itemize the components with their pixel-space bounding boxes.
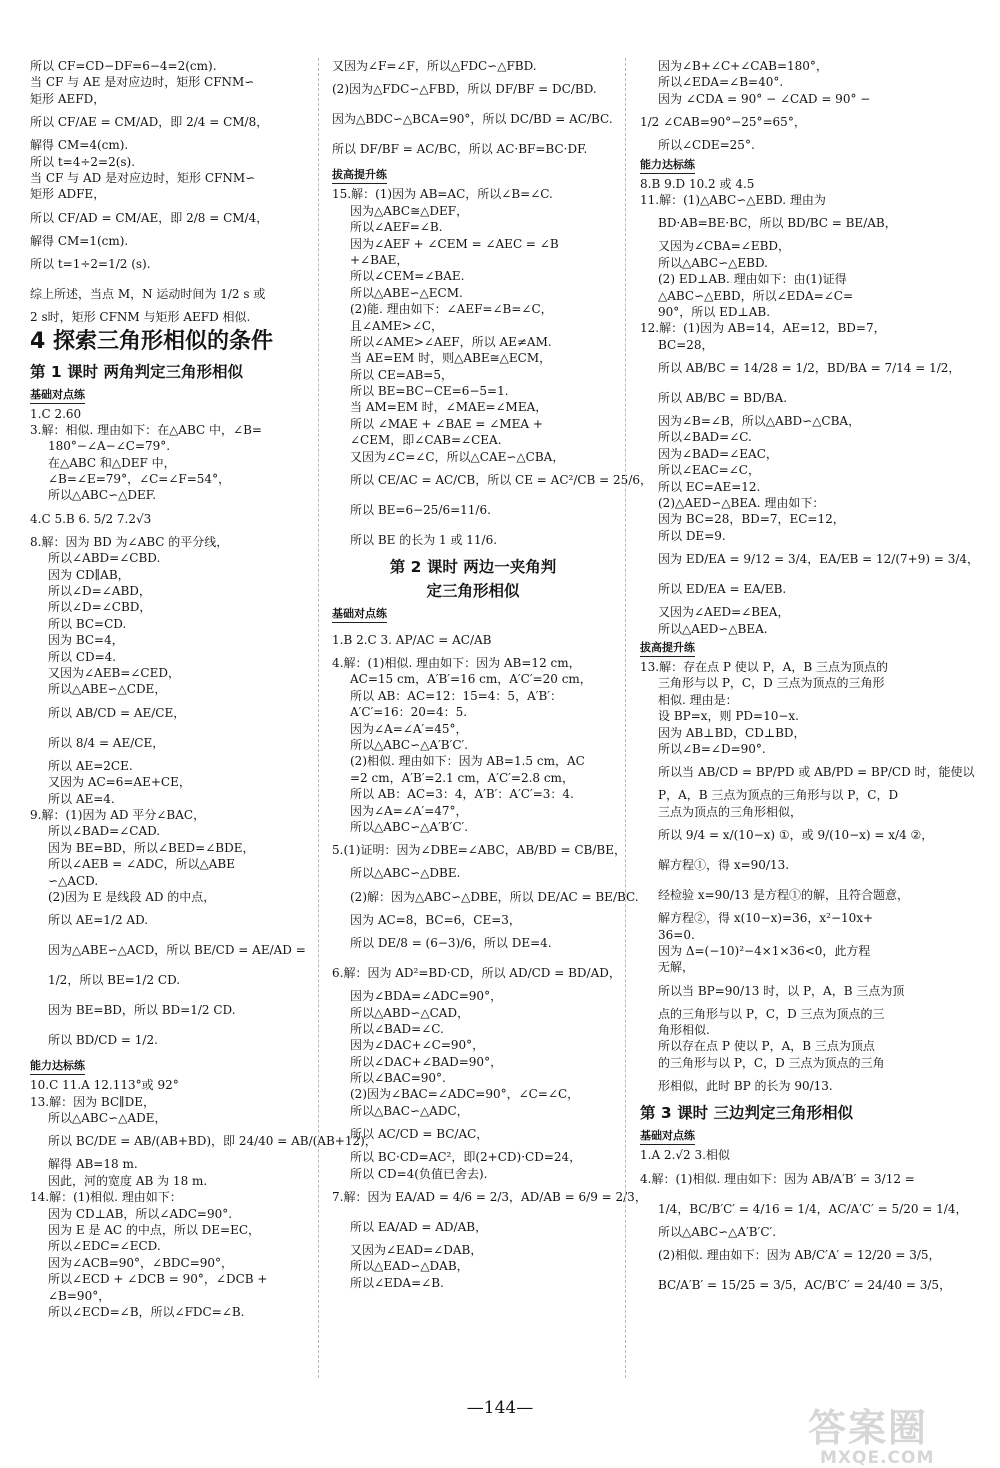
answer-line: ∠CEM，即∠CAB=∠CEA. [350, 433, 502, 448]
answer-line: 在△ABC 和△DEF 中， [48, 455, 176, 470]
answer-line: 6.解：因为 AD²=BD·CD，所以 AD/CD = BD/AD， [332, 966, 621, 981]
answer-line: 13.解：因为 BC∥DE， [30, 1094, 156, 1109]
answer-line: 三角形与以 P，C，D 三点为顶点的三角形 [658, 676, 885, 691]
answer-line: 因为∠BAD=∠EAC， [658, 446, 778, 461]
answer-line: 所以 AB/BC = BD/BA. [658, 391, 788, 406]
answer-line: 所以∠EDA=∠B. [350, 1275, 444, 1290]
answer-line: 所以 AC/CD = BC/AC， [350, 1127, 489, 1142]
answer-line: 所以△ABC∽△DEF. [48, 488, 157, 503]
answer-line: 所以∠AME>∠AEF，所以 AE≠AM. [350, 334, 552, 349]
answer-line: 所以∠BAD=∠CAD. [48, 824, 161, 839]
answer-line: 所以△BAC∽△ADC， [350, 1103, 469, 1118]
answer-line: 所以 BC=CD. [48, 616, 127, 631]
answer-line: 所以 CE=AB=5， [350, 367, 453, 382]
answer-line: 所以∠EDA=∠B=40°. [658, 75, 784, 90]
answer-line: 所以当 AB/CD = BP/PD 或 AB/PD = BP/CD 时，能使以 [658, 765, 975, 780]
answer-line: 所以∠EAC=∠C， [658, 463, 760, 478]
page-number: —144— [466, 1398, 534, 1418]
answer-line: (2) ED⊥AB. 理由如下：由(1)证得 [658, 272, 847, 287]
answer-line: 又因为∠F=∠F，所以△FDC∽△FBD. [332, 59, 537, 73]
answer-line: P，A，B 三点为顶点的三角形与以 P，C，D [658, 788, 899, 803]
answer-line: 又因为 AC=6=AE+CE， [48, 775, 191, 790]
answer-line: AC=15 cm，A′B′=16 cm，A′C′=20 cm， [350, 672, 592, 687]
answer-line: 所以 9/4 = x/(10−x) ①，或 9/(10−x) = x/4 ②， [658, 828, 934, 843]
column-middle [332, 58, 652, 1291]
answer-line: 所以△ABC∽△A′B′C′. [350, 737, 469, 752]
lesson-heading: 第 3 课时 三边判定三角形相似 [640, 1104, 853, 1123]
answer-line: 所以 CD=4. [48, 649, 117, 664]
answer-line: 矩形 ADFE， [30, 187, 106, 202]
answer-line: 所以 AE=2CE. [48, 758, 133, 773]
answer-line: 因为∠A=∠A′=45°， [350, 721, 468, 736]
answer-line: 当 CF 与 AD 是对应边时，矩形 CFNM∽ [30, 170, 256, 185]
answer-line: 9.解：(1)因为 AD 平分∠BAC， [30, 807, 206, 822]
answer-line: (2)相似. 理由如下：因为 AB/C′A′ = 12/20 = 3/5， [658, 1248, 941, 1263]
answer-line: 所以△ABE∽△ECM. [350, 285, 463, 300]
answer-line: 解方程②，得 x(10−x)=36，x²−10x+ [658, 911, 874, 926]
answer-line: 所以 BE=6−25/6=11/6. [350, 503, 491, 518]
answer-line: 所以△ABC∽△A′B′C′. [658, 1224, 777, 1239]
answer-line: 5.(1)证明：因为∠DBE=∠ABC，AB/BD = CB/BE， [332, 843, 626, 858]
answer-line: 因为△BDC∽△BCA=90°，所以 DC/BD = AC/BC. [332, 112, 613, 127]
answer-line: 所以 AE=4. [48, 791, 115, 806]
answer-line: 4.解：(1)相似. 理由如下：因为 AB/A′B′ = 3/12 = [640, 1171, 915, 1186]
answer-line: 当 AE=EM 时，则△ABE≅△ECM， [350, 351, 552, 366]
answer-line: △ABC∽△EBD，所以∠EDA=∠C= [658, 288, 854, 303]
lesson-heading: 定三角形相似 [426, 582, 520, 601]
answer-line: 7.解：因为 EA/AD = 4/6 = 2/3，AD/AB = 6/9 = 2/3， [332, 1190, 647, 1205]
answer-line: 解得 CM=4(cm). [30, 138, 129, 153]
answer-line: 所以 BE=BC−CE=6−5=1. [350, 384, 509, 399]
answer-line: (2)能. 理由如下：∠AEF=∠B=∠C， [350, 302, 553, 317]
answer-line: 所以∠AEF=∠B. [350, 220, 443, 235]
answer-line: 所以∠ECD=∠B，所以∠FDC=∠B. [48, 1304, 245, 1319]
answer-line: 所以△AED∽△BEA. [658, 621, 768, 636]
answer-line: 所以 t=4÷2=2(s). [30, 154, 136, 169]
answer-line: 所以 EA/AD = AD/AB， [350, 1220, 488, 1235]
answer-line: 又因为∠AED=∠BEA， [658, 605, 790, 620]
answer-line: 所以△ABE∽△CDE， [48, 682, 167, 697]
answer-line: BD·AB=BE·BC，所以 BD/BC = BE/AB， [658, 216, 897, 231]
answer-line: 12.解：(1)因为 AB=14，AE=12，BD=7， [640, 321, 886, 336]
answer-line: 因为∠BDA=∠ADC=90°， [350, 989, 503, 1004]
watermark-title: 答案圈 [808, 1406, 929, 1450]
answer-line: 设 BP=x，则 PD=10−x. [658, 709, 800, 724]
answer-line: 所以 BC/DE = AB/(AB+BD)，即 24/40 = AB/(AB+12)， [48, 1134, 377, 1149]
answer-line: 所以∠AEB = ∠ADC，所以△ABE [48, 857, 235, 872]
answer-line: 所以 EC=AE=12. [658, 479, 761, 494]
answer-line: 1.B 2.C 3. AP/AC = AC/AB [332, 633, 492, 648]
answer-line: 所以存在点 P 使以 P，A，B 三点为顶点 [658, 1039, 875, 1054]
answer-line: 1.C 2.60 [30, 406, 82, 421]
answer-line: 因为 AB⊥BD，CD⊥BD， [658, 725, 806, 740]
answer-line: 因为∠B=∠B，所以△ABD∽△CBA， [658, 414, 861, 429]
answer-line: 所以 ED/EA = EA/EB. [658, 582, 787, 597]
answer-line: 所以△ABC∽△EBD. [658, 255, 768, 270]
answer-line: 因为 ED/EA = 9/12 = 3/4，EA/EB = 12/(7+9) = 3/4， [658, 552, 980, 567]
answer-line: +∠BAE， [350, 252, 409, 267]
answer-line: 又因为∠EAD=∠DAB， [350, 1243, 483, 1258]
answer-line: ∠B=90°， [48, 1288, 111, 1303]
answer-line: 因为∠A=∠A′=47°， [350, 803, 468, 818]
answer-line: 因为 BC=4， [48, 633, 124, 648]
column-right [640, 58, 980, 1300]
answer-line: 所以 CD=4(负值已舍去). [350, 1166, 488, 1181]
answer-line: 8.解：因为 BD 为∠ABC 的平分线， [30, 534, 229, 549]
watermark-logo [808, 1408, 934, 1468]
answer-line: 因为∠DAC+∠C=90°， [350, 1038, 485, 1053]
answer-line: 所以 DF/BF = AC/BC，所以 AC·BF=BC·DF. [332, 142, 588, 157]
answer-line: 经检验 x=90/13 是方程①的解，且符合题意， [658, 888, 910, 903]
answer-line: 8.B 9.D 10.2 或 4.5 [640, 176, 755, 191]
answer-line: 所以 CF/AD = CM/AE，即 2/8 = CM/4， [30, 210, 269, 225]
exercise-group-label: 拔高提升练 [332, 166, 387, 184]
answer-line: 所以 AB/BC = 14/28 = 1/2，BD/BA = 7/14 = 1/2， [658, 361, 961, 376]
lesson-heading: 第 1 课时 两角判定三角形相似 [30, 362, 243, 381]
answer-line: 又因为∠AEB=∠CED， [48, 665, 180, 680]
answer-line: 所以△ABC∽△A′B′C′. [350, 819, 469, 834]
section-heading: 4 探索三角形相似的条件 [30, 328, 273, 354]
answer-line: 180°−∠A−∠C=79°. [48, 439, 171, 454]
answer-line: 11.解：(1)△ABC∽△EBD. 理由为 [640, 192, 826, 207]
answer-line: 所以 BE 的长为 1 或 11/6. [350, 533, 498, 548]
answer-line: 所以∠CEM=∠BAE. [350, 269, 465, 284]
answer-line: 因为 BE=BD，所以∠BED=∠BDE， [48, 840, 255, 855]
answer-line: ∠B=∠E=79°，∠C=∠F=54°， [48, 472, 231, 487]
answer-line: 所以 CF=CD−DF=6−4=2(cm). [30, 59, 217, 73]
lesson-heading: 第 2 课时 两边一夹角判 [389, 558, 557, 577]
answer-line: 所以 AB：AC=12：15=4：5，A′B′： [350, 688, 562, 703]
answer-line: 因为∠B+∠C+∠CAB=180°， [658, 59, 828, 73]
answer-line: 解方程①，得 x=90/13. [658, 858, 790, 873]
answer-line: (2)因为 E 是线段 AD 的中点， [48, 889, 216, 904]
column-divider-right [625, 58, 626, 1378]
answer-line: 相似. 理由是： [658, 692, 738, 707]
answer-line: (2)相似. 理由如下：因为 AB=1.5 cm，AC [350, 754, 585, 769]
exercise-group-label: 能力达标练 [30, 1057, 85, 1075]
answer-line: 36=0. [658, 927, 695, 942]
answer-line: A′C′=16：20=4：5. [350, 705, 468, 720]
answer-line: 又因为∠CBA=∠EBD， [658, 239, 791, 254]
answer-line: 所以 CE/AC = AC/CB，所以 CE = AC²/CB = 25/6， [350, 473, 652, 488]
answer-line: 所以∠ECD + ∠DCB = 90°，∠DCB + [48, 1272, 268, 1287]
answer-line: 形相似，此时 BP 的长为 90/13. [658, 1079, 833, 1094]
answer-line: 的三角形与以 P，C，D 三点为顶点的三角 [658, 1055, 885, 1070]
answer-line: 因为△ABE∽△ACD，所以 BE/CD = AE/AD = [48, 943, 306, 958]
answer-line: 所以△ABC∽△DBE. [350, 866, 461, 881]
answer-line: 4.解：(1)相似. 理由如下：因为 AB=12 cm， [332, 656, 581, 671]
answer-line: 所以 DE=9. [658, 528, 726, 543]
answer-line: 因为 Δ=(−10)²−4×1×36<0，此方程 [658, 943, 871, 958]
answer-line: BC/A′B′ = 15/25 = 3/5，AC/B′C′ = 24/40 = 3/5， [658, 1278, 952, 1293]
answer-line: 因此，河的宽度 AB 为 18 m. [48, 1173, 208, 1188]
exercise-group-label: 能力达标练 [640, 156, 695, 174]
answer-line: 1/4，BC/B′C′ = 4/16 = 1/4，AC/A′C′ = 5/20 = 1/4， [658, 1201, 968, 1216]
answer-line: 解得 AB=18 m. [48, 1157, 138, 1172]
answer-line: (2)因为∠BAC=∠ADC=90°，∠C=∠C， [350, 1087, 580, 1102]
answer-line: (2)因为△FDC∽△FBD，所以 DF/BF = DC/BD. [332, 82, 597, 97]
answer-line: 所以 BC·CD=AC²，即(2+CD)·CD=24， [350, 1150, 582, 1165]
answer-line: 因为 BC=28，BD=7，EC=12， [658, 512, 845, 527]
answer-line: 所以∠BAD=∠C. [350, 1021, 444, 1036]
answer-line: (2)△AED∽△BEA. 理由如下： [658, 496, 825, 511]
answer-line: 因为△ABC≅△DEF， [350, 203, 469, 218]
answer-line: 角形相似. [658, 1023, 710, 1038]
answer-line: 所以 ∠MAE + ∠BAE = ∠MEA + [350, 416, 543, 431]
answer-line: 因为 CD⊥AB，所以∠ADC=90°. [48, 1206, 233, 1221]
answer-line: 综上所述，当点 M，N 运动时间为 1/2 s 或 [30, 287, 266, 302]
answer-line: 所以∠BAC=90°. [350, 1071, 446, 1086]
answer-line: 无解， [658, 960, 695, 975]
answer-line: 3.解：相似. 理由如下：在△ABC 中，∠B= [30, 422, 262, 437]
answer-line: 因为∠ACB=90°，∠BDC=90°， [48, 1255, 234, 1270]
answer-line: 因为 BE=BD，所以 BD=1/2 CD. [48, 1003, 236, 1018]
answer-line: 14.解：(1)相似. 理由如下： [30, 1190, 182, 1205]
answer-line: 所以∠BAD=∠C. [658, 430, 752, 445]
answer-line: 当 AM=EM 时，∠MAE=∠MEA， [350, 400, 548, 415]
answer-line: 三点为顶点的三角形相似， [658, 804, 803, 819]
answer-line: 因为 CD∥AB， [48, 567, 130, 582]
answer-line: ∽△ACD. [48, 873, 99, 888]
answer-line: 所以∠EDC=∠ECD. [48, 1239, 161, 1254]
answer-line: 所以 DE/8 = (6−3)/6，所以 DE=4. [350, 936, 552, 951]
answer-line: 又因为∠C=∠C，所以△CAE∽△CBA， [350, 449, 565, 464]
answer-line: 且∠AME>∠C， [350, 318, 444, 333]
watermark-url: MXQE.COM [820, 1448, 935, 1468]
answer-line: 所以△ABD∽△CAD， [350, 1005, 470, 1020]
answer-line: 所以∠ABD=∠CBD. [48, 551, 161, 566]
answer-line: 所以∠B=∠D=90°. [658, 741, 766, 756]
answer-line: 所以当 BP=90/13 时，以 P，A，B 三点为顶 [658, 983, 905, 998]
exercise-group-label: 基础对点练 [640, 1127, 695, 1145]
exercise-group-label: 拔高提升练 [640, 639, 695, 657]
answer-line: 所以 AB：AC=3：4，A′B′：A′C′=3：4. [350, 787, 574, 802]
column-divider-left [318, 58, 319, 1378]
answer-line: BC=28， [658, 337, 714, 352]
answer-line: 4.C 5.B 6. 5/2 7.2√3 [30, 511, 152, 526]
answer-line: 矩形 AEFD， [30, 91, 106, 106]
answer-line: 所以 CF/AE = CM/AD，即 2/4 = CM/8， [30, 115, 269, 130]
answer-line: 所以 AB/CD = AE/CE， [48, 705, 186, 720]
answer-line: 1.A 2.√2 3.相似 [640, 1148, 730, 1163]
answer-line: 所以∠D=∠ABD， [48, 584, 151, 599]
answer-line: 因为 AC=8，BC=6，CE=3， [350, 912, 521, 927]
answer-line: 所以∠DAC+∠BAD=90°， [350, 1054, 503, 1069]
answer-line: 所以 8/4 = AE/CE， [48, 735, 165, 750]
answer-line: 所以∠D=∠CBD， [48, 600, 152, 615]
answer-line: (2)解：因为△ABC∽△DBE，所以 DE/AC = BE/BC. [350, 889, 639, 904]
answer-line: 所以△ABC∽△ADE， [48, 1111, 167, 1126]
answer-line: 点的三角形与以 P，C，D 三点为顶点的三 [658, 1006, 885, 1021]
answer-line: 所以△EAD∽△DAB， [350, 1259, 469, 1274]
answer-line: 因为∠AEF + ∠CEM = ∠AEC = ∠B [350, 236, 559, 251]
answer-line: 所以 AE=1/2 AD. [48, 913, 149, 928]
answer-line: 所以 t=1÷2=1/2 (s). [30, 257, 151, 272]
answer-line: 1/2 ∠CAB=90°−25°=65°， [640, 115, 806, 130]
answer-line: 15.解：(1)因为 AB=AC，所以∠B=∠C. [332, 187, 553, 202]
answer-line: 13.解：存在点 P 使以 P，A，B 三点为顶点的 [640, 659, 888, 674]
exercise-group-label: 基础对点练 [332, 605, 387, 623]
answer-line: 因为 ∠CDA = 90° − ∠CAD = 90° − [658, 91, 871, 106]
answer-line: 所以 BD/CD = 1/2. [48, 1033, 158, 1048]
answer-line: 所以∠CDE=25°. [658, 138, 755, 153]
answer-line: 2 s时，矩形 CFNM 与矩形 AEFD 相似. [30, 310, 251, 325]
answer-line: 1/2，所以 BE=1/2 CD. [48, 973, 181, 988]
answer-line: 解得 CM=1(cm). [30, 233, 129, 248]
answer-line: 10.C 11.A 12.113°或 92° [30, 1078, 179, 1093]
answer-line: 90°，所以 ED⊥AB. [658, 304, 771, 319]
exercise-group-label: 基础对点练 [30, 386, 85, 404]
answer-line: 当 CF 与 AE 是对应边时，矩形 CFNM∽ [30, 75, 255, 90]
answer-line: =2 cm，A′B′=2.1 cm，A′C′=2.8 cm， [350, 770, 574, 785]
answer-line: 因为 E 是 AC 的中点，所以 DE=EC， [48, 1223, 261, 1238]
